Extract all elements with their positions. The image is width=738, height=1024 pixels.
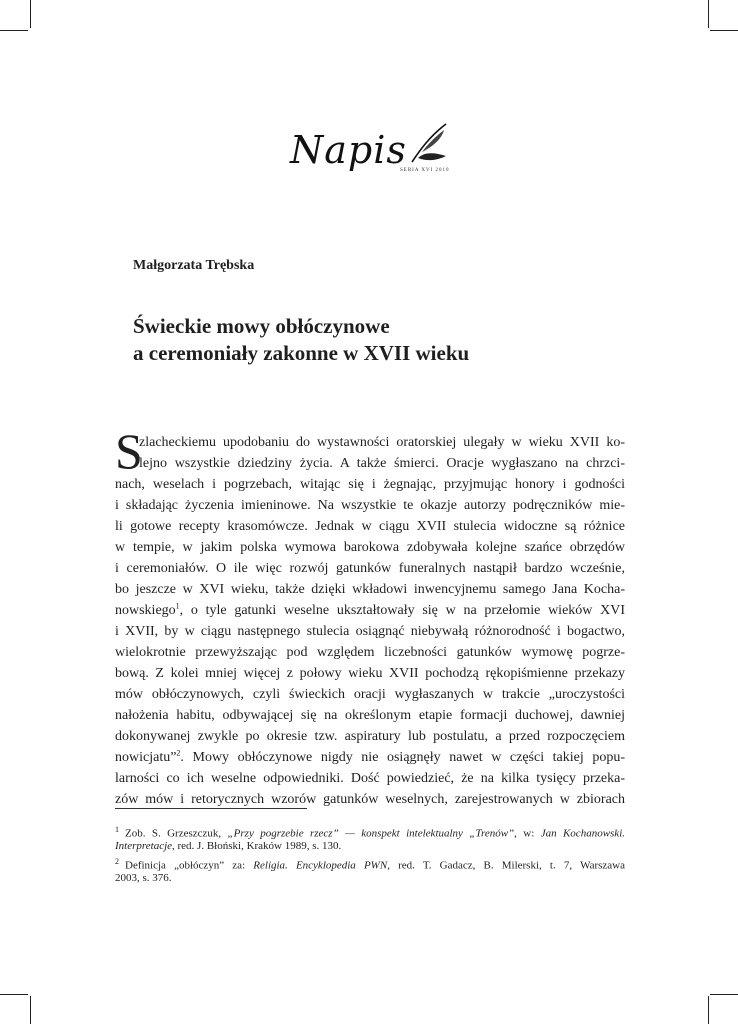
body-line: bo jeszcze w XVI wieku, także dzięki wkładowi inwencyjnemu samego Jana Kocha- [115,582,625,597]
footnote-text: , w: [514,827,541,840]
body-fragment: . Mowy obłóczynowe nigdy nie osiągnęły nawet w części takiej popu- [180,750,625,765]
crop-mark-bottom-left-v [30,996,31,1024]
article-title [133,313,613,367]
footnote-1-line-1 [115,822,625,838]
crop-mark-top-left-v [30,0,31,28]
series-label: SERIA XVI 2010 [400,168,450,173]
footnote-1-line-2 [115,838,625,854]
footnote-text: Definicja „obłóczyn” za: [125,859,254,872]
footnote-italic: Religia. Encyklopedia PWN [253,859,388,872]
title-line-1: Świeckie mowy obłóczynowe [133,314,390,338]
body-fragment: nowicjatu” [115,750,177,765]
crop-mark-top-right-v [708,0,709,28]
body-line: zów mów i retorycznych wzorów gatunków weselnych, zarejestrowanych w zbiorach [115,792,625,807]
crop-mark-top-right-h [710,30,738,31]
body-line: lejno wszystkie dziedziny życia. A także śmierci. Oracje wygłaszano na chrzci- [139,456,625,471]
footnote-text: Zob. S. Grzeszczuk, [125,827,228,840]
body-line: wielokrotnie przewyższając pod względem liczebności gatunków wymowę pogrze- [115,645,625,660]
footnote-italic: „Przy pogrzebie rzecz” — konspekt intelektualny „Trenów” [227,827,515,840]
body-line [115,600,625,621]
footnote-2-line-2: 2003, s. 376. [115,872,172,884]
body-fragment: nowskiego [115,603,176,618]
footnote-italic: Jan Kochanowski. [540,827,625,840]
body-line: w tempie, w jakim polska wymowa barokowa zdobywała kolejne szańce obrzędów [115,540,625,555]
title-line-2: a ceremoniały zakonne w XVII wieku [133,341,470,365]
body-line: larności co ich weselne odpowiedniki. Dość powiedzieć, że na kilka tysięcy przeka- [115,771,625,786]
crop-mark-bottom-right-h [710,994,738,995]
body-line: nach, weselach i pogrzebach, witając się i żegnając, przyjmując honory i godności [115,477,625,492]
footnote-text: , red. J. Błoński, Kraków 1989, s. 130. [172,840,342,852]
body-line: bową. Z kolei mniej więcej z połowy wieku XVII pochodzą rękopiśmienne przekazy [115,666,625,681]
author-name: Małgorzata Trębska [133,258,255,273]
body-line: zlacheckiemu upodobaniu do wystawności oratorskiej ulegały w wieku XVII ko- [139,435,625,450]
body-line: dokonywanej zwykle po okresie tzw. aspiratury lub postulatu, a przed rozpoczęciem [115,729,625,744]
body-line: mów obłóczynowych, czyli świeckich oracji wygłaszanych w trakcie „uroczystości [115,687,625,702]
body-line: i składając życzenia imieninowe. Na wszystkie te okazje autorzy podręczników mie- [115,498,625,513]
footnotes [115,822,625,886]
drop-cap: S [115,423,143,479]
body-line: i ceremoniałów. O ile więc rozwój gatunków funeralnych nastąpił bardzo wcześnie, [115,561,625,576]
body-line: nałożenia habitu, odbywającej się na określonym etapie formacji duchowej, dawniej [115,708,625,723]
crop-mark-bottom-left-h [0,994,28,995]
crop-mark-bottom-right-v [708,996,709,1024]
crop-mark-top-left-h [0,30,28,31]
footnote-ref-2: 2 [176,748,181,758]
quill-icon [408,122,450,166]
footnote-separator [115,808,307,809]
body-text [115,423,625,810]
footnote-ref-1: 1 [175,601,180,611]
footnote-2-line-1 [115,854,625,870]
footnote-text: , red. T. Gadacz, B. Milerski, t. 7, Warszawa [387,859,625,872]
body-line [115,747,625,768]
body-line: i XVII, by w ciągu następnego stulecia osiągnąć niebywałą różnorodność i bogactwo, [115,624,625,639]
body-fragment: , o tyle gatunki weselne ukształtowały się w na przełomie wieków XVI [179,603,625,618]
body-line: li gotowe recepty krasomówcze. Jednak w ciągu XVII stulecia widoczne są różnice [115,519,625,534]
logo-wordmark: Napis [290,128,407,172]
footnote-italic: Interpretacje [115,840,173,852]
footnote-number: 2 [115,857,119,866]
journal-logo [290,122,450,186]
footnote-number: 1 [115,825,119,834]
